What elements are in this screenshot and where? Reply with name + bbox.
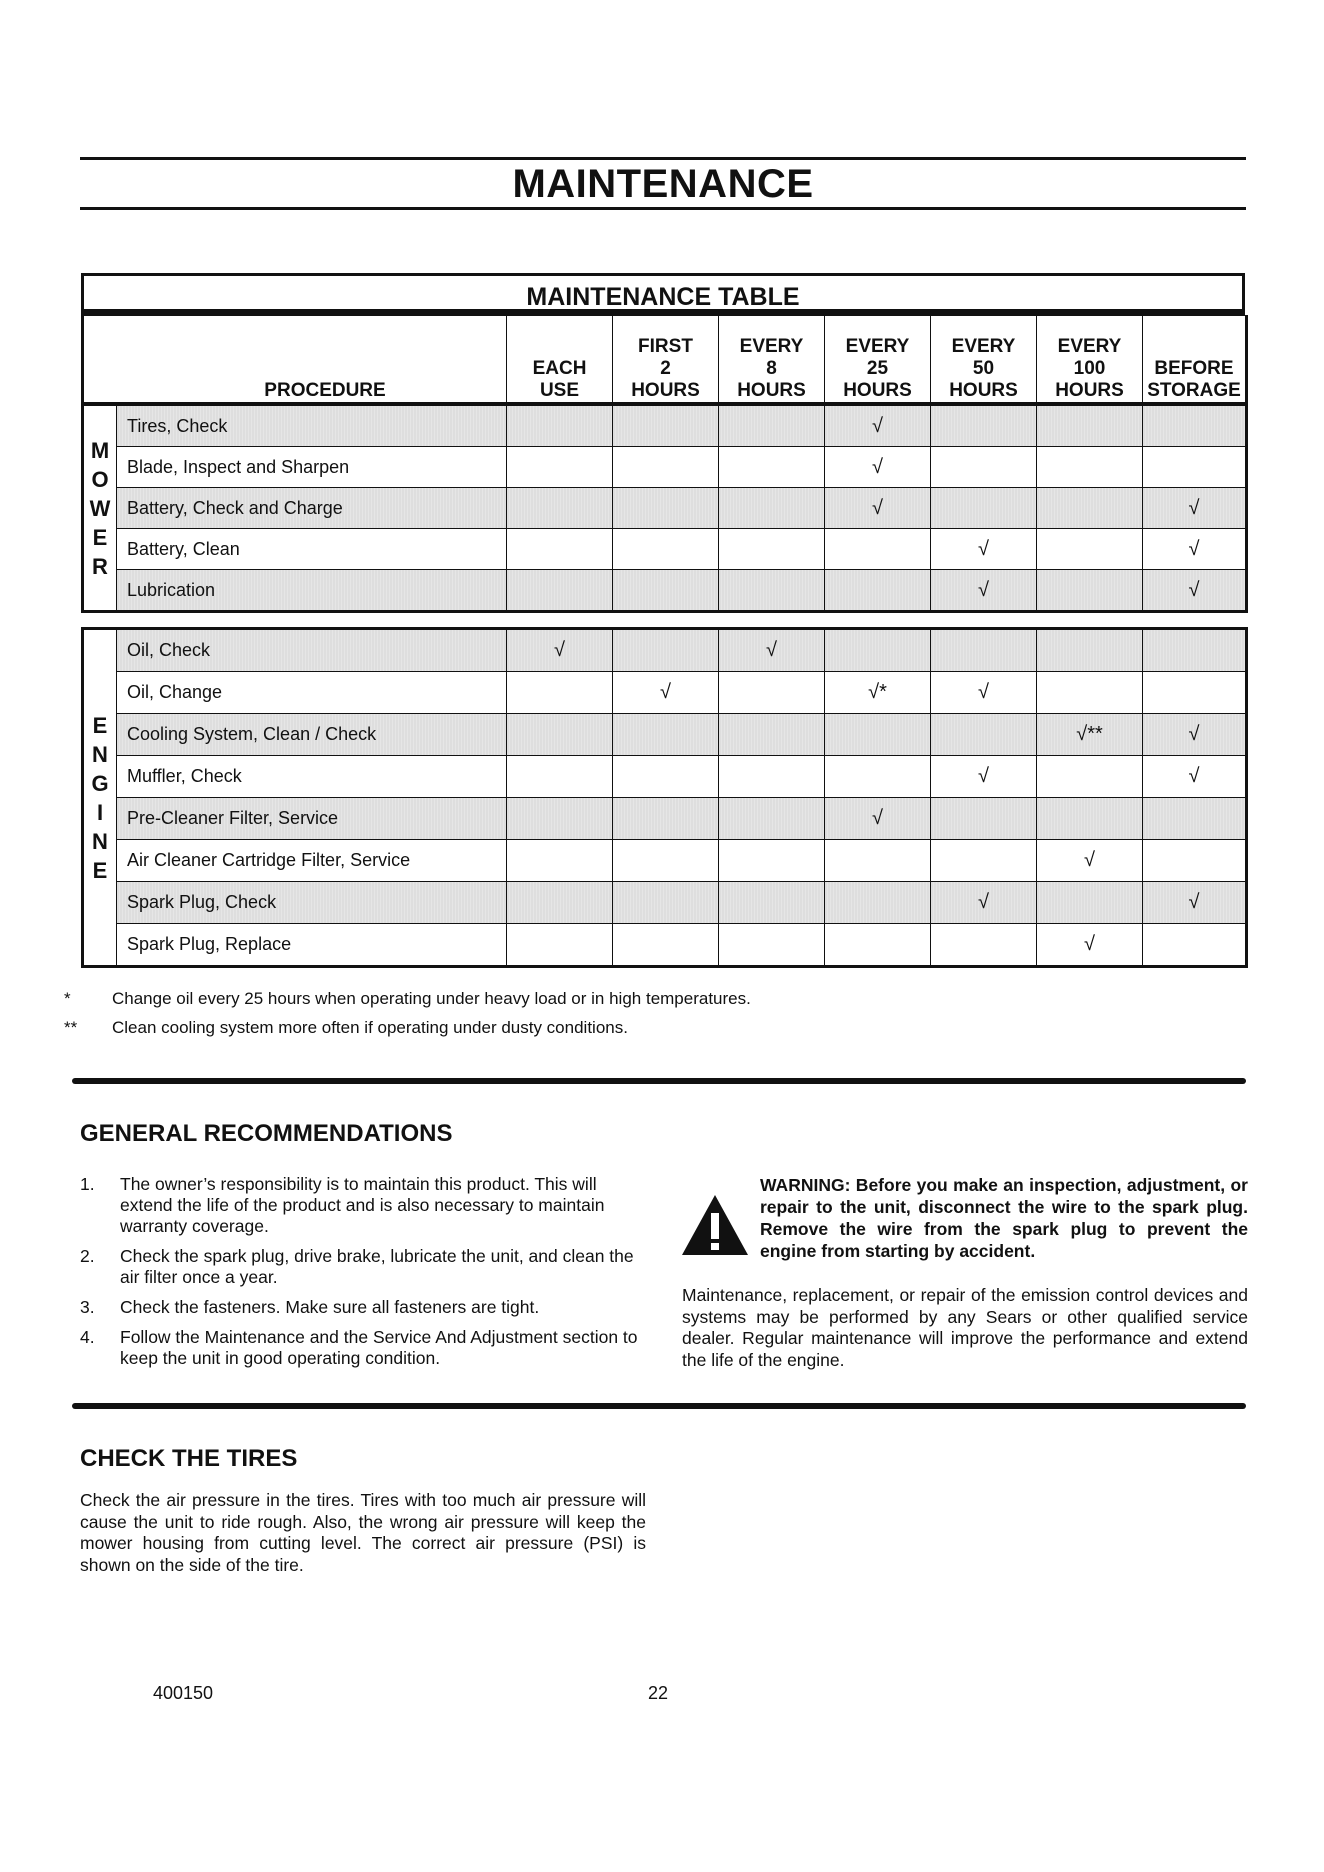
header-line: HOURS: [843, 380, 912, 401]
header-procedure: [83, 316, 507, 403]
interval-cell: [825, 529, 931, 570]
header-interval: [507, 316, 613, 403]
table-row: [83, 882, 1247, 924]
interval-cell: [507, 529, 613, 570]
interval-cell: [931, 840, 1037, 882]
table-title: MAINTENANCE TABLE: [81, 273, 1245, 315]
interval-cell: [719, 882, 825, 924]
header-interval: [931, 316, 1037, 403]
footnote-text: Change oil every 25 hours when operating under heavy load or in high temperatures.: [112, 989, 751, 1008]
procedure-name: Battery, Clean: [117, 529, 507, 570]
interval-cell: √: [931, 570, 1037, 612]
section-letter: N: [92, 741, 108, 767]
tires-heading: CHECK THE TIRES: [80, 1445, 298, 1472]
footnote-mark: **: [64, 1018, 78, 1037]
footer-code: 400150: [153, 1683, 214, 1703]
interval-cell: [1037, 629, 1143, 672]
table-row: [83, 798, 1247, 840]
header-line: HOURS: [949, 380, 1018, 401]
interval-cell: [507, 447, 613, 488]
interval-cell: √: [1143, 714, 1247, 756]
page-title: MAINTENANCE: [512, 162, 814, 206]
interval-cell: [507, 714, 613, 756]
interval-cell: [1037, 447, 1143, 488]
header-interval: [1143, 316, 1247, 403]
header-interval: [1037, 316, 1143, 403]
section-letter: W: [89, 495, 111, 521]
list-item: [80, 1297, 648, 1318]
interval-cell: [507, 672, 613, 714]
procedure-name: Muffler, Check: [117, 756, 507, 798]
interval-cell: [1143, 924, 1247, 967]
interval-cell: [1037, 529, 1143, 570]
interval-cell: [931, 488, 1037, 529]
table-row: [83, 714, 1247, 756]
interval-cell: [613, 629, 719, 672]
interval-cell: [931, 405, 1037, 447]
interval-cell: [931, 798, 1037, 840]
section-label: [83, 629, 117, 967]
header-interval: [613, 316, 719, 403]
interval-cell: [507, 882, 613, 924]
section-divider: [72, 1078, 1246, 1084]
interval-cell: [719, 447, 825, 488]
warning-triangle-icon: [680, 1193, 750, 1257]
interval-cell: [719, 529, 825, 570]
section-letter: E: [92, 524, 108, 550]
header-line: HOURS: [1055, 380, 1124, 401]
interval-cell: [1037, 405, 1143, 447]
section-letter: M: [90, 437, 110, 463]
list-text: Check the spark plug, drive brake, lubricate the unit, and clean the air filter once a year.: [120, 1246, 634, 1287]
table-row: [83, 840, 1247, 882]
interval-cell: √: [719, 629, 825, 672]
interval-cell: [719, 798, 825, 840]
section-letter: N: [92, 828, 108, 854]
interval-cell: [719, 924, 825, 967]
table-row: [83, 570, 1247, 612]
interval-cell: √: [931, 756, 1037, 798]
header-line: FIRST: [638, 336, 693, 357]
maintenance-table: [81, 273, 1245, 968]
interval-cell: √: [1143, 570, 1247, 612]
interval-cell: [613, 488, 719, 529]
interval-cell: √: [1143, 882, 1247, 924]
section-letter: G: [91, 770, 109, 796]
interval-cell: [719, 840, 825, 882]
table-row: [83, 924, 1247, 967]
interval-cell: √: [825, 488, 931, 529]
interval-cell: √**: [1037, 714, 1143, 756]
header-line: HOURS: [631, 380, 700, 401]
interval-cell: [825, 714, 931, 756]
list-item: [80, 1246, 648, 1288]
mower-section: [81, 403, 1248, 613]
procedure-name: Tires, Check: [117, 405, 507, 447]
section-letter: E: [92, 857, 108, 883]
table-row: [83, 756, 1247, 798]
warning-text: WARNING: Before you make an inspection, adjustment, or repair to the unit, disconnect the wire to the spark plug. Remove the wire from the spark plug to prevent the engine from starting by accident.: [760, 1175, 1248, 1261]
table-row: [83, 488, 1247, 529]
header-line: BEFORE: [1154, 358, 1234, 379]
interval-cell: [613, 570, 719, 612]
header-line: EVERY: [739, 336, 804, 357]
interval-cell: [1037, 756, 1143, 798]
table-row: [83, 405, 1247, 447]
title-rule-top: [80, 157, 1246, 160]
procedure-name: Air Cleaner Cartridge Filter, Service: [117, 840, 507, 882]
interval-cell: [613, 405, 719, 447]
interval-cell: [931, 714, 1037, 756]
interval-cell: [507, 756, 613, 798]
list-number: 4.: [80, 1327, 95, 1347]
header-line: EVERY: [1057, 336, 1122, 357]
general-heading: GENERAL RECOMMENDATIONS: [80, 1120, 453, 1147]
interval-cell: [1037, 882, 1143, 924]
table-header: [81, 315, 1248, 403]
interval-cell: [613, 882, 719, 924]
section-letter: I: [96, 799, 104, 825]
header-line: 25: [866, 358, 889, 379]
procedure-name: Cooling System, Clean / Check: [117, 714, 507, 756]
header-line: PROCEDURE: [264, 380, 386, 401]
interval-cell: [1143, 629, 1247, 672]
interval-cell: [931, 629, 1037, 672]
interval-cell: [1037, 570, 1143, 612]
interval-cell: [613, 447, 719, 488]
interval-cell: [507, 798, 613, 840]
interval-cell: [825, 570, 931, 612]
procedure-name: Battery, Check and Charge: [117, 488, 507, 529]
footnote-1: [64, 989, 751, 1009]
interval-cell: [1037, 672, 1143, 714]
section-letter: R: [92, 553, 108, 579]
footnote-2: [64, 1018, 628, 1038]
procedure-name: Oil, Change: [117, 672, 507, 714]
interval-cell: [825, 882, 931, 924]
interval-cell: √: [1037, 840, 1143, 882]
title-rule-bottom: [80, 207, 1246, 210]
interval-cell: [613, 840, 719, 882]
header-line: EVERY: [845, 336, 910, 357]
section-letter: E: [92, 712, 108, 738]
header-line: 100: [1073, 358, 1106, 379]
interval-cell: [613, 924, 719, 967]
tires-text: Check the air pressure in the tires. Tires with too much air pressure will cause the unit to ride rough. Also, the wrong air pressure will keep the mower housing from cutting level. The correct air pressure (PSI) is shown on the side of the tire.: [80, 1490, 646, 1575]
interval-cell: [613, 798, 719, 840]
interval-cell: √: [613, 672, 719, 714]
interval-cell: [1143, 447, 1247, 488]
interval-cell: [825, 840, 931, 882]
header-line: USE: [539, 380, 580, 401]
list-text: Check the fasteners. Make sure all fasteners are tight.: [120, 1297, 540, 1317]
emission-text: Maintenance, replacement, or repair of the emission control devices and systems may be performed by any Sears or other qualified service dealer. Regular maintenance will improve the performance and extend the life of the engine.: [682, 1285, 1248, 1370]
section-divider: [72, 1403, 1246, 1409]
header-interval: [719, 316, 825, 403]
table-row: [83, 529, 1247, 570]
procedure-name: Blade, Inspect and Sharpen: [117, 447, 507, 488]
interval-cell: [507, 405, 613, 447]
table-row: [83, 672, 1247, 714]
procedure-name: Pre-Cleaner Filter, Service: [117, 798, 507, 840]
interval-cell: √: [931, 529, 1037, 570]
interval-cell: √: [1143, 529, 1247, 570]
procedure-name: Spark Plug, Check: [117, 882, 507, 924]
header-line: EACH: [532, 358, 587, 379]
interval-cell: [613, 529, 719, 570]
engine-section: [81, 627, 1248, 968]
interval-cell: √: [825, 798, 931, 840]
interval-cell: √: [1037, 924, 1143, 967]
interval-cell: [507, 840, 613, 882]
section-letter: O: [91, 466, 109, 492]
interval-cell: [825, 924, 931, 967]
list-item: [80, 1174, 648, 1237]
interval-cell: √: [1143, 488, 1247, 529]
header-line: 8: [766, 358, 777, 379]
interval-cell: [1037, 798, 1143, 840]
interval-cell: √: [931, 882, 1037, 924]
section-label: [83, 405, 117, 612]
interval-cell: [719, 672, 825, 714]
interval-cell: [719, 714, 825, 756]
header-line: 2: [660, 358, 671, 379]
list-text: Follow the Maintenance and the Service And Adjustment section to keep the unit in good operating condition.: [120, 1327, 638, 1368]
procedure-name: Oil, Check: [117, 629, 507, 672]
interval-cell: [931, 924, 1037, 967]
header-line: EVERY: [951, 336, 1016, 357]
interval-cell: [507, 924, 613, 967]
footnote-text: Clean cooling system more often if operating under dusty conditions.: [112, 1018, 628, 1037]
interval-cell: [1143, 672, 1247, 714]
interval-cell: √: [931, 672, 1037, 714]
list-number: 2.: [80, 1246, 95, 1266]
table-row: [83, 629, 1247, 672]
interval-cell: [613, 756, 719, 798]
interval-cell: [1143, 840, 1247, 882]
interval-cell: [719, 570, 825, 612]
interval-cell: [719, 756, 825, 798]
interval-cell: [719, 488, 825, 529]
interval-cell: [507, 570, 613, 612]
interval-cell: √*: [825, 672, 931, 714]
interval-cell: √: [507, 629, 613, 672]
interval-cell: [1143, 405, 1247, 447]
header-interval: [825, 316, 931, 403]
recommendations-list: [80, 1174, 648, 1378]
table-row: [83, 447, 1247, 488]
interval-cell: √: [825, 447, 931, 488]
header-line: STORAGE: [1147, 380, 1241, 401]
interval-cell: √: [1143, 756, 1247, 798]
header-line: HOURS: [737, 380, 806, 401]
interval-cell: [719, 405, 825, 447]
list-number: 1.: [80, 1174, 95, 1194]
interval-cell: [931, 447, 1037, 488]
interval-cell: [613, 714, 719, 756]
page-number: 22: [648, 1683, 669, 1703]
procedure-name: Lubrication: [117, 570, 507, 612]
list-number: 3.: [80, 1297, 95, 1317]
list-text: The owner’s responsibility is to maintain this product. This will extend the life of the product and is also necessary to maintain warranty coverage.: [120, 1174, 605, 1236]
interval-cell: [825, 629, 931, 672]
interval-cell: [1143, 798, 1247, 840]
footnote-mark: *: [64, 989, 71, 1008]
procedure-name: Spark Plug, Replace: [117, 924, 507, 967]
interval-cell: √: [825, 405, 931, 447]
list-item: [80, 1327, 648, 1369]
interval-cell: [507, 488, 613, 529]
interval-cell: [1037, 488, 1143, 529]
interval-cell: [825, 756, 931, 798]
header-line: 50: [972, 358, 995, 379]
